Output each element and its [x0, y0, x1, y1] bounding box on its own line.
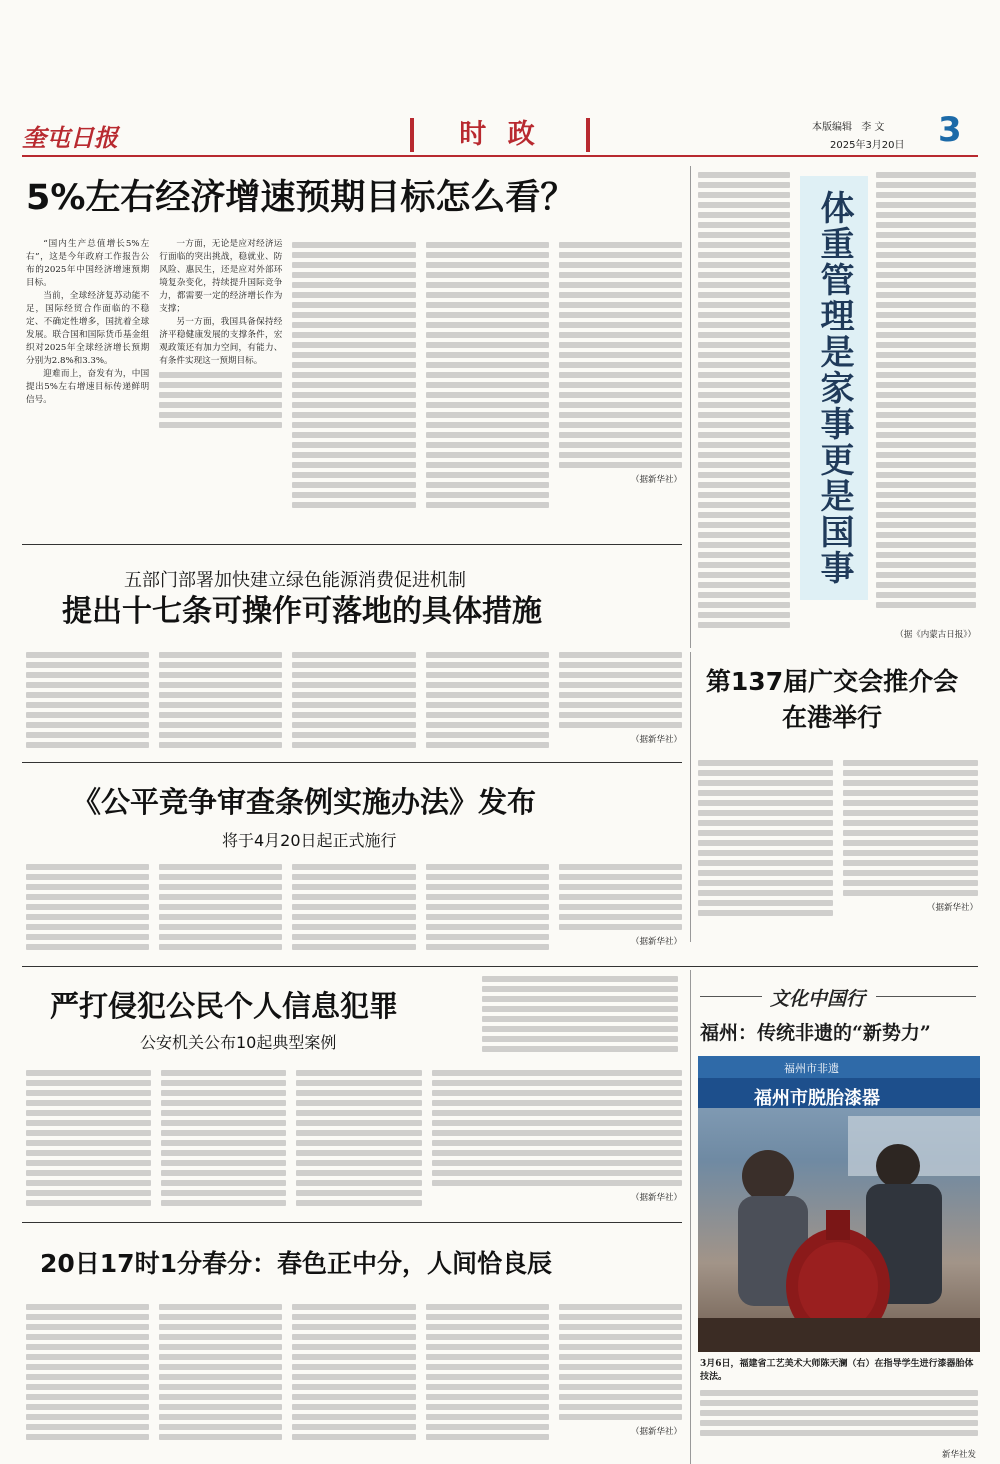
article4-subhead: 公安机关公布10起典型案例: [140, 1033, 337, 1052]
article5-body: [26, 1300, 682, 1446]
article4-source: （据新华社）: [631, 1193, 683, 1203]
article1-headline: 5%左右经济增速预期目标怎么看？: [26, 178, 576, 218]
sidebar-text-left: [698, 168, 790, 638]
newspaper-logo: 奎屯日报: [22, 123, 118, 152]
article2-source: （据新华社）: [631, 735, 683, 745]
article1-body: [26, 238, 682, 538]
sidebar-text-right: [876, 168, 976, 620]
article5-headline: 20日17时1分春分：春色正中分，人间恰良辰: [40, 1249, 552, 1278]
article4-headline: 严打侵犯公民个人信息犯罪: [50, 989, 399, 1023]
sidebar-headline-box: [800, 176, 868, 600]
editor-name: 李 文: [861, 122, 885, 133]
canton-body: [698, 756, 978, 936]
culture-source: 新华社发: [941, 1450, 976, 1460]
section-title-frame: [410, 118, 590, 152]
text-block: [559, 238, 682, 472]
article3-source: （据新华社）: [631, 937, 683, 947]
article1-paragraph: 当前，全球经济复苏动能不足，国际经贸合作面临的不稳定、不确定性增多，国扰着全球发展。联合国和国际货币基金组织对2025年全球经济增长预期分别为2.8%和3.3%。: [26, 291, 150, 366]
editor-label: 本版编辑: [812, 122, 852, 133]
article1-paragraph: “国内生产总值增长5%左右”，这是今年政府工作报告公布的2025年中国经济增速预期目标。: [26, 239, 150, 288]
culture-body: [700, 1386, 978, 1444]
culture-headline: 福州：传统非遗的“新势力”: [700, 1022, 931, 1044]
article1-source: （据新华社）: [631, 475, 683, 485]
canton-headline-line2: 在港举行: [781, 703, 882, 732]
photo-sign-text-2: 福州市脱胎漆器: [754, 1088, 880, 1109]
canton-headline-line1: 第137届广交会推介会: [705, 667, 959, 696]
text-block: [159, 368, 282, 432]
article4-body: [26, 1066, 682, 1216]
article2-headline: 提出十七条可操作可落地的具体措施: [62, 594, 542, 629]
photo-sign-text: 福州市非遗: [784, 1062, 839, 1075]
canton-headline: [682, 664, 982, 736]
text-block: [426, 238, 549, 538]
canton-source: （据新华社）: [926, 903, 978, 913]
article1-paragraph: 一方面，无论是应对经济运行面临的突出挑战，稳就业、防风险、惠民生，还是应对外部环境复杂变化，持续提升国际竞争力，都需要一定的经济增长作为支撑；: [159, 239, 283, 314]
article3-body: [26, 860, 682, 958]
article1-paragraph: 另一方面，我国具备保持经济平稳健康发展的支撑条件，宏观政策还有加力空间，有能力、有条件实现这一预期目标。: [159, 317, 283, 366]
sidebar-headline: 体重管理是家事更是国事: [814, 190, 854, 586]
article1-column: [159, 238, 282, 538]
sidebar-source: （据《内蒙古日报》）: [895, 630, 976, 640]
article2-kicker: 五部门部署加快建立绿色能源消费促进机制: [124, 570, 466, 591]
article1-column: [26, 238, 149, 538]
culture-caption: 3月6日，福建省工艺美术大师陈天澜（右）在指导学生进行漆器胎体技法。: [700, 1359, 974, 1382]
article1-column: [559, 238, 682, 538]
page-date: 2025年3月20日: [830, 140, 905, 151]
masthead-rule: [22, 155, 978, 157]
article2-body: [26, 648, 682, 758]
page-number: 3: [938, 110, 962, 150]
section-title: 时 政: [459, 119, 541, 150]
article3-headline: 《公平竞争审查条例实施办法》发布: [72, 785, 537, 819]
culture-photo: [698, 1056, 980, 1352]
article3-subhead: 将于4月20日起正式施行: [222, 831, 397, 850]
culture-column-logo: 文化中国行: [770, 988, 866, 1010]
masthead: [0, 0, 1000, 160]
text-block: [292, 238, 415, 538]
article4-top-right-text: [482, 972, 678, 1054]
sidebar-divider: [690, 166, 691, 648]
article5-source: （据新华社）: [631, 1427, 683, 1437]
article1-paragraph: 迎难而上，奋发有为，中国提出5%左右增速目标传递鲜明信号。: [26, 369, 150, 405]
